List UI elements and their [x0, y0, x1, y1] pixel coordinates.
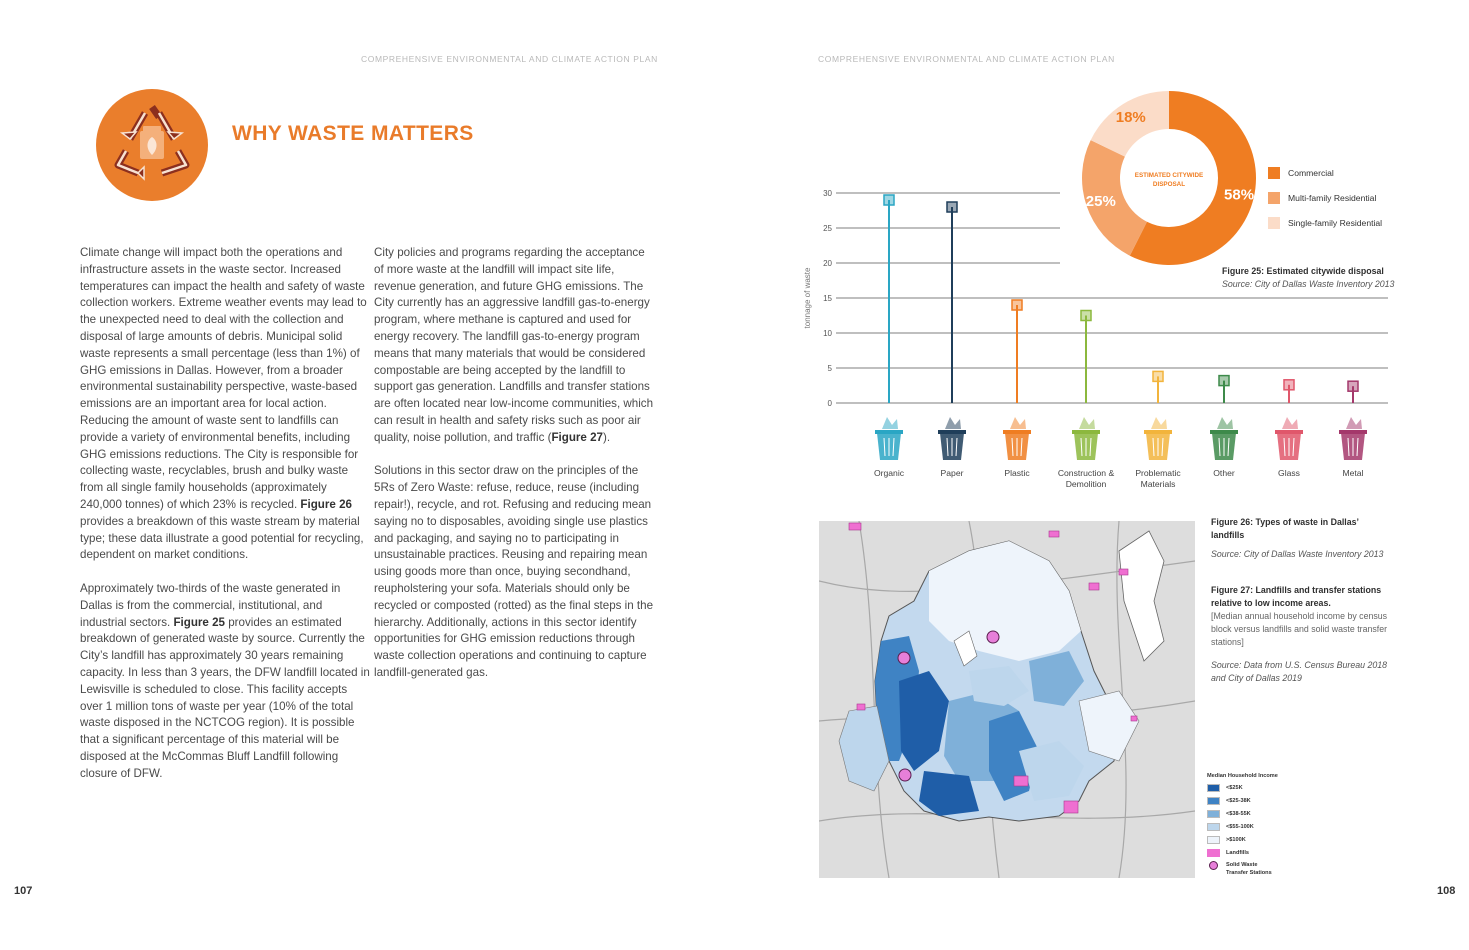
lollipop-marker — [1284, 380, 1294, 390]
lollipop-marker — [1081, 311, 1091, 321]
y-tick-label: 20 — [823, 259, 832, 268]
map-legend-landfills: Landfills — [1207, 848, 1278, 858]
category-label: Construction & — [1057, 468, 1115, 478]
lollipop-marker — [1153, 371, 1163, 381]
paragraph: Approximately two-thirds of the waste generated in Dallas is from the commercial, institutional, and industrial sectors. Figure 25 provides an estimated breakdown of generated waste by source. Currently the City’s landfill has approximately 30 years remaining capacity. In less than 3 years, the DFW landfill located in Lewisville is scheduled to close. This facility accepts over 1 million tons of waste per year (10% of the total waste disposed in the NCTCOG region). It is possible that a significant percentage of this material will be disposed at the McCommas Bluff Landfill following closure of DFW. — [80, 581, 370, 780]
lollipop-marker — [1348, 381, 1358, 391]
figure-27-caption: Figure 27: Landfills and transfer stations relative to low income areas. [Median annual household income by census block versus landfills and solid waste transfer stations] Source: Data from U.S. Census Bureau 2018 and City of Dallas 2019 — [1211, 585, 1388, 683]
lollipop-marker — [947, 202, 957, 212]
category-label: Materials — [1140, 479, 1176, 489]
category-label: Other — [1213, 468, 1235, 478]
station-swatch — [1209, 861, 1218, 870]
waste-type-chart — [800, 180, 1400, 500]
page-number-right: 108 — [1437, 885, 1456, 897]
waste-bin-icon — [1144, 417, 1172, 460]
legend-label: Commercial — [1288, 167, 1334, 178]
donut-value-label: 18% — [1115, 108, 1146, 126]
income-swatch — [1207, 797, 1220, 805]
y-tick-label: 0 — [827, 399, 832, 408]
page-number-left: 107 — [14, 885, 33, 897]
legend-label: Multi-family Residential — [1288, 192, 1377, 203]
category-label: Metal — [1342, 468, 1364, 478]
y-tick-label: 10 — [823, 329, 832, 338]
running-header-right: COMPREHENSIVE ENVIRONMENTAL AND CLIMATE ACTION PLAN — [818, 54, 1115, 64]
income-landfill-map — [819, 521, 1195, 878]
donut-value-label: 58% — [1224, 186, 1255, 204]
income-swatch — [1207, 836, 1220, 844]
paragraph: Solutions in this sector draw on the principles of the 5Rs of Zero Waste: refuse, reduce, reuse (including repair!), recycle, and rot. Refusing and reducing mean saying no to disposables, avoiding single use plastics and packaging, and saying no to participating in unsustainable practices. Reusing and repairing mean using goods more than once, buying secondhand, reupholstering your sofa. Materials should only be recycled or composted (rotted) as the final steps in the hierarchy. Additionally, actions in this sector identify opportunities for GHG emission reductions through waste collection operations and continuing to capture landfill-generated gas. — [374, 464, 654, 679]
map-legend-item: <$55-100K — [1207, 822, 1278, 832]
category-label: Plastic — [1004, 468, 1030, 478]
figure-26-caption: Figure 26: Types of waste in Dallas’ landfills Source: City of Dallas Waste Inventory 2013 — [1211, 517, 1384, 559]
map-legend-item: <$25-38K — [1207, 796, 1278, 806]
waste-bin-icon — [875, 417, 903, 460]
category-label: Glass — [1278, 468, 1300, 478]
category-label: Organic — [873, 468, 905, 478]
figure-25-caption: Figure 25: Estimated citywide disposal Source: City of Dallas Waste Inventory 2013 — [1222, 266, 1395, 289]
lollipop-marker — [1012, 300, 1022, 310]
waste-bin-icon — [938, 417, 966, 460]
paragraph: Climate change will impact both the operations and infrastructure assets in the waste sector. Increased temperatures can impact the health and safety of waste collection workers. Extreme weather events may lead to the unexpected need to deal with the collection and disposal of large amounts of debris. Municipal solid waste represents a small percentage (less than 1%) of GHG emissions in Dallas. However, from a broader environmental sustainability perspective, waste-based emissions are an important area for local action. Reducing the amount of waste sent to landfills can provide a variety of environmental benefits, including GHG emissions reductions. The City is responsible for collecting waste, recyclables, brush and bulky waste from all single family households (approximately 240,000 tonnes) of which 23% is recycled. Figure 26 provides a breakdown of this waste stream by material type; these data illustrate a good potential for recycling, dependent on market conditions. — [80, 246, 367, 562]
waste-bin-icon — [1072, 417, 1100, 460]
waste-bin-icon — [1003, 417, 1031, 460]
y-tick-label: 25 — [823, 224, 832, 233]
waste-bin-icon — [1339, 417, 1367, 460]
recycle-icon — [96, 89, 208, 201]
map-legend-stations: Solid Waste Transfer Stations — [1207, 861, 1278, 877]
donut-value-label: 25% — [1085, 193, 1116, 211]
map-graphic — [819, 521, 1195, 878]
legend-item — [1268, 166, 1382, 179]
figure-reference: Figure 27 — [551, 430, 603, 444]
donut-center-label: DISPOSAL — [1152, 181, 1186, 188]
map-legend-item: >$100K — [1207, 835, 1278, 845]
lollipop-marker — [1219, 376, 1229, 386]
body-column-right — [374, 245, 656, 699]
category-label: Paper — [940, 468, 964, 478]
y-tick-label: 30 — [823, 189, 832, 198]
map-legend-item: <$38-55K — [1207, 809, 1278, 819]
legend-swatch — [1268, 167, 1280, 179]
figure-reference: Figure 25 — [173, 615, 225, 629]
y-tick-label: 15 — [823, 294, 832, 303]
lollipop-marker — [884, 195, 894, 205]
map-legend-item: <$25K — [1207, 783, 1278, 793]
y-axis-label: tonnage of waste — [803, 267, 812, 329]
map-legend — [1207, 773, 1278, 880]
map-legend-title: Median Household Income — [1207, 773, 1278, 779]
income-swatch — [1207, 823, 1220, 831]
legend-label: Single-family Residential — [1288, 217, 1383, 228]
category-label: Demolition — [1065, 479, 1107, 489]
paragraph: City policies and programs regarding the acceptance of more waste at the landfill will impact site life, revenue generation, and future GHG emissions. The City currently has an aggressive landfill gas-to-energy program, where methane is captured and used for energy recovery. The landfill gas-to-energy program means that many materials that would be considered compostable are being accepted by the landfill to support gas generation. Landfills and transfer stations are often located near low-income communities, which can result in health and safety risks such as poor air quality, noise pollution, and traffic (Figure 27). — [374, 246, 654, 444]
income-swatch — [1207, 810, 1220, 818]
figure-reference: Figure 26 — [300, 497, 352, 511]
waste-bin-icon — [1210, 417, 1238, 460]
income-swatch — [1207, 784, 1220, 792]
waste-bin-icon — [1275, 417, 1303, 460]
landfill-swatch — [1207, 849, 1220, 857]
donut-center-label: ESTIMATED CITYWIDE — [1134, 172, 1204, 179]
running-header-left: COMPREHENSIVE ENVIRONMENTAL AND CLIMATE ACTION PLAN — [361, 54, 658, 64]
y-tick-label: 5 — [827, 364, 832, 373]
section-title: WHY WASTE MATTERS — [232, 122, 474, 145]
category-label: Problematic — [1135, 468, 1181, 478]
body-column-left — [80, 245, 370, 799]
